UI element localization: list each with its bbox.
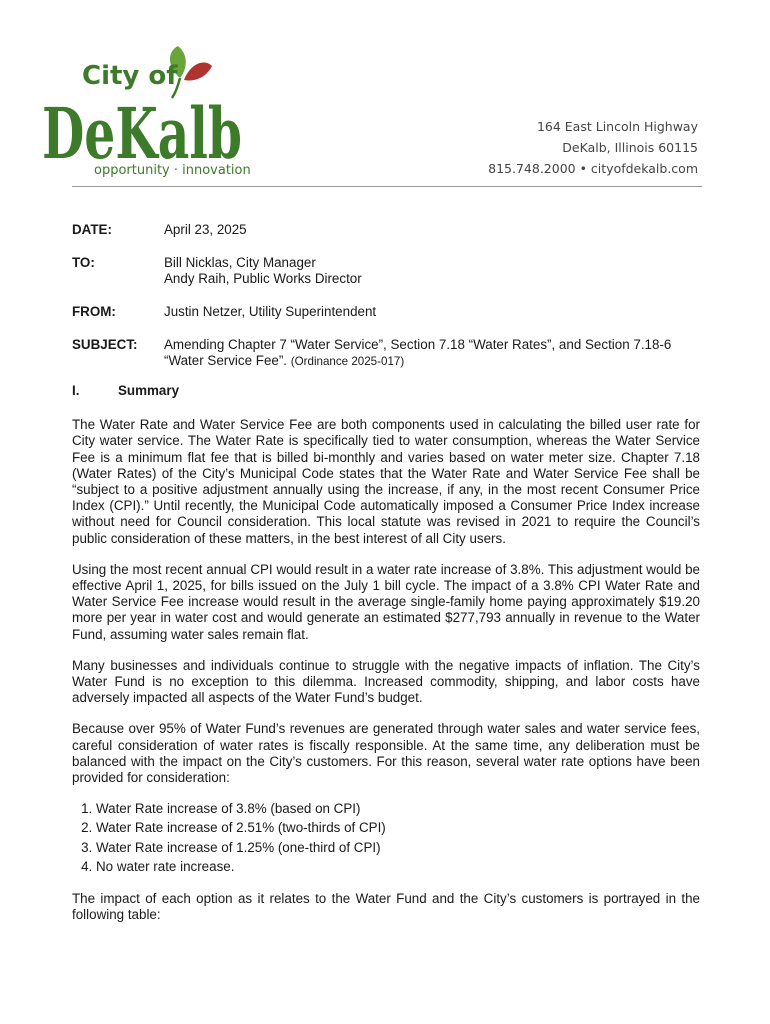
option-item: 3. Water Rate increase of 1.25% (one-third of CPI): [96, 840, 700, 856]
memo-body: [72, 383, 700, 938]
subject-line-1: Amending Chapter 7 “Water Service”, Section 7.18 “Water Rates”, and Section 7.18-6: [164, 337, 672, 352]
from-label: FROM:: [72, 304, 116, 319]
subject-line-2: “Water Service Fee”.: [164, 353, 288, 368]
to-recipient-2: Andy Raih, Public Works Director: [164, 271, 362, 286]
option-item: 4. No water rate increase.: [96, 859, 700, 875]
option-item: 1. Water Rate increase of 3.8% (based on CPI): [96, 801, 700, 817]
option-item: 2. Water Rate increase of 2.51% (two-thirds of CPI): [96, 820, 700, 836]
address-city: DeKalb, Illinois 60115: [562, 140, 698, 155]
paragraph-3: Many businesses and individuals continue to struggle with the negative impacts of inflation. The City’s Water Fund is no exception to this dilemma. Increased commodity, shipping, and labor costs have adversely impacted all aspects of the Water Fund’s budget.: [72, 657, 700, 706]
memo-subject-row: [72, 337, 702, 370]
city-logo: [40, 40, 260, 180]
closing-paragraph: The impact of each option as it relates to the Water Fund and the City’s customers is portrayed in the following table:: [72, 891, 700, 923]
paragraph-1: The Water Rate and Water Service Fee are both components used in calculating the billed user rate for City water service. The Water Rate is specifically tied to water consumption, whereas the Water Service Fee is a minimum flat fee that is billed bi-monthly and varies based on water meter size. Chapter 7.18 (Water Rates) of the City’s Municipal Code states that the Water Rate and Water Service Fee shall be “subject to a positive adjustment annually using the increase, if any, in the most recent Consumer Price Index (CPI).” Until recently, the Municipal Code automatically imposed a Consumer Price Index increase without need for Council consideration. This local statute was revised in 2021 to require the Council’s public consideration of these matters, in the best interest of all City users.: [72, 417, 700, 546]
memo-to-row: [72, 255, 702, 287]
paragraph-4: Because over 95% of Water Fund’s revenues are generated through water sales and water service fees, careful consideration of water rates is fiscally responsible. At the same time, any deliberation must be balanced with the impact on the City’s customers. For this reason, several water rate options have been provided for consideration:: [72, 721, 700, 786]
header-divider: [72, 186, 702, 187]
date-label: DATE:: [72, 222, 112, 237]
from-value: Justin Netzer, Utility Superintendent: [164, 304, 377, 319]
subject-label: SUBJECT:: [72, 337, 138, 352]
options-list: [72, 801, 700, 875]
logo-tagline: opportunity · innovation: [94, 163, 251, 178]
memo-header: [72, 222, 702, 387]
address-street: 164 East Lincoln Highway: [536, 119, 698, 134]
dekalb-logo-graphic: [40, 40, 260, 180]
logo-line2: DeKalb: [42, 92, 242, 175]
memo-date-row: [72, 222, 702, 238]
leaf-red-icon: [184, 62, 212, 80]
logo-line1: City of: [82, 61, 178, 91]
memo-from-row: [72, 304, 702, 320]
to-label: TO:: [72, 255, 95, 270]
address-contact: 815.748.2000 • cityofdekalb.com: [488, 161, 698, 176]
section-number: I.: [72, 383, 80, 398]
section-title: Summary: [118, 383, 180, 398]
paragraph-2: Using the most recent annual CPI would result in a water rate increase of 3.8%. This adjustment would be effective April 1, 2025, for bills issued on the July 1 bill cycle. The impact of a 3.8% CPI Water Rate and Water Service Fee increase would result in the average single-family home paying approximately $19.20 more per year in water cost and would generate an estimated $277,793 annually in revenue to the Water Fund, assuming water sales remain flat.: [72, 561, 700, 642]
date-value: April 23, 2025: [164, 222, 247, 237]
section-heading: [72, 383, 700, 399]
subject-ordinance: (Ordinance 2025-017): [290, 355, 405, 368]
to-recipient-1: Bill Nicklas, City Manager: [164, 255, 316, 270]
address-block: [488, 116, 698, 179]
